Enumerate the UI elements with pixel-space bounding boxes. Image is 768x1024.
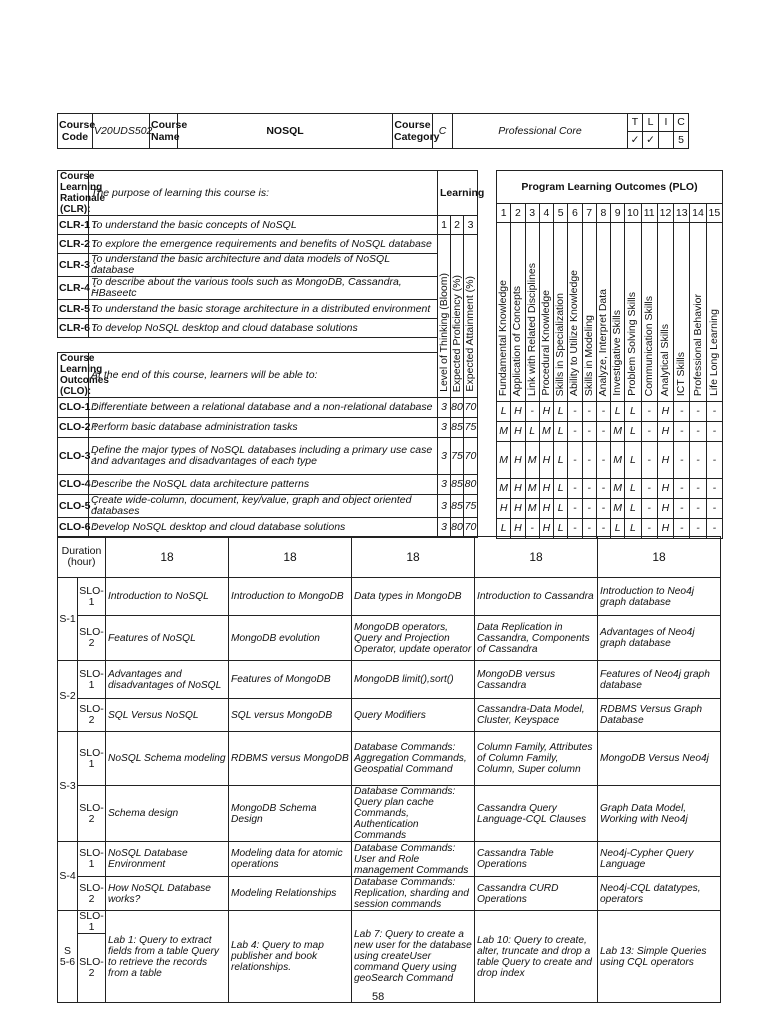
plo-value: M	[497, 479, 511, 499]
learning-value: 70	[464, 438, 478, 475]
plo-value: H	[539, 479, 553, 499]
plo-value: -	[706, 499, 722, 519]
course-type: Professional Core	[453, 114, 628, 149]
plo-value: -	[641, 519, 657, 539]
plo-col-number: 13	[674, 204, 690, 223]
clo-text: Describe the NoSQL data architecture patterns	[89, 475, 438, 495]
session-topic: Graph Data Model, Working with Neo4j	[598, 786, 721, 842]
plo-value: L	[497, 519, 511, 539]
session-topic: Data Replication in Cassandra, Components of Cassandra	[475, 616, 598, 661]
plo-header	[596, 223, 610, 402]
slo-label: SLO-1	[78, 578, 106, 616]
session-topic: Features of NoSQL	[106, 616, 229, 661]
plo-value: -	[706, 442, 722, 479]
plo-value: -	[582, 519, 596, 539]
duration-label: Duration (hour)	[58, 537, 106, 578]
learning-col-number: 3	[464, 216, 478, 235]
plo-value: -	[674, 442, 690, 479]
plo-value: M	[611, 499, 625, 519]
plo-value: -	[568, 479, 582, 499]
slo-label: SLO-1	[79, 910, 104, 933]
session-topic: Cassandra CURD Operations	[475, 877, 598, 911]
plo-value: L	[625, 479, 641, 499]
session-topic: Modeling Relationships	[229, 877, 352, 911]
session-topic: Cassandra-Data Model, Cluster, Keyspace	[475, 699, 598, 732]
plo-value: -	[641, 479, 657, 499]
slo-label: SLO-2	[78, 877, 106, 911]
course-category-label: Course Category	[393, 114, 433, 149]
clo-id: CLO-4 :	[58, 475, 89, 495]
session-topic: Database Commands: Query plan cache Commands, Authentication Commands	[352, 786, 475, 842]
plo-header-text: Procedural Knowledge	[539, 290, 552, 396]
learning-value: 3	[438, 418, 451, 438]
plo-header-text: Application of Concepts	[511, 285, 524, 396]
plo-table	[496, 170, 723, 539]
plo-header-text: Skills in Specialization	[554, 292, 567, 396]
learning-value: 80	[451, 518, 464, 538]
session-topic: MongoDB Versus Neo4j	[598, 732, 721, 786]
clo-id: CLO-3 :	[58, 438, 89, 475]
plo-value: -	[706, 402, 722, 422]
plo-value: -	[582, 422, 596, 442]
plo-header	[611, 223, 625, 402]
clr-id: CLR-3 :	[58, 254, 89, 277]
plo-value: -	[641, 442, 657, 479]
plo-header-text: Analytical Skills	[658, 323, 671, 396]
slo-label: SLO-1	[78, 842, 106, 877]
plo-header-text: Problem Solving Skills	[626, 292, 639, 396]
session-topic: MongoDB evolution	[229, 616, 352, 661]
plo-col-number: 8	[596, 204, 610, 223]
lab-topic: Lab 4: Query to map publisher and book relationships.	[229, 911, 352, 1003]
plo-header-text: Life Long Learning	[707, 309, 720, 396]
session-topic: Neo4j-Cypher Query Language	[598, 842, 721, 877]
plo-col-number: 10	[625, 204, 641, 223]
clo-text: Differentiate between a relational database and a non-relational database	[89, 398, 438, 418]
plo-value: -	[674, 422, 690, 442]
learning-header	[438, 235, 451, 398]
course-category: C	[433, 114, 453, 149]
session-topic: Introduction to Neo4j graph database	[598, 578, 721, 616]
spacer	[58, 338, 438, 353]
learning-value: 80	[451, 398, 464, 418]
learning-value: 3	[438, 438, 451, 475]
plo-header-text: Skills in Modeling	[582, 314, 595, 396]
clo-id: CLO-1 :	[58, 398, 89, 418]
ltpc-label: C	[674, 114, 689, 132]
plo-value: -	[690, 479, 706, 499]
session-topic: Neo4j-CQL datatypes, operators	[598, 877, 721, 911]
plo-header	[511, 223, 525, 402]
page-number: 58	[372, 991, 385, 1003]
plo-value: -	[706, 519, 722, 539]
plo-value: H	[497, 499, 511, 519]
plo-col-number: 14	[690, 204, 706, 223]
plo-value: -	[674, 402, 690, 422]
plo-value: H	[657, 442, 673, 479]
ltpc-label: L	[643, 114, 659, 132]
learning-value: 85	[451, 495, 464, 518]
ltpc-label: I	[659, 114, 674, 132]
session-number: S-4	[58, 842, 78, 911]
clo-text: Define the major types of NoSQL databases including a primary use case and advantages and disadvantages of each type	[89, 438, 438, 475]
learning-value: 3	[438, 398, 451, 418]
duration-value: 18	[598, 537, 721, 578]
session-topic: SQL versus MongoDB	[229, 699, 352, 732]
plo-value: -	[596, 479, 610, 499]
clr-purpose: The purpose of learning this course is:	[89, 171, 438, 216]
clr-text: To understand the basic storage architecture in a distributed environment	[89, 300, 438, 319]
plo-header	[625, 223, 641, 402]
plo-value: H	[657, 402, 673, 422]
clr-id: CLR-5 :	[58, 300, 89, 319]
plo-value: H	[511, 519, 525, 539]
duration-value: 18	[352, 537, 475, 578]
ltpc-value: ✓	[628, 131, 643, 149]
plo-value: H	[657, 499, 673, 519]
plo-col-number: 6	[568, 204, 582, 223]
ltpc-label: T	[628, 114, 643, 132]
plo-col-number: 7	[582, 204, 596, 223]
learning-value: 70	[464, 398, 478, 418]
learning-header-text: Expected Proficiency (%)	[450, 274, 463, 392]
clr-clo-table	[57, 170, 485, 538]
plo-value: -	[690, 519, 706, 539]
plo-value: -	[674, 519, 690, 539]
learning-value: 75	[464, 495, 478, 518]
plo-value: L	[554, 422, 568, 442]
plo-value: -	[525, 519, 539, 539]
plo-value: -	[582, 499, 596, 519]
plo-value: -	[568, 499, 582, 519]
session-topic: Database Commands: Replication, sharding and session commands	[352, 877, 475, 911]
session-topic: MongoDB Schema Design	[229, 786, 352, 842]
plo-value: M	[525, 499, 539, 519]
session-topic: Column Family, Attributes of Column Family, Column, Super column	[475, 732, 598, 786]
plo-value: H	[657, 479, 673, 499]
lab-topic: Lab 10: Query to create, alter, truncate and drop a table Query to create and drop index	[475, 911, 598, 1003]
plo-value: -	[582, 442, 596, 479]
learning-title: Learning	[438, 171, 478, 216]
slo-label: SLO-2	[78, 934, 106, 1003]
plo-header	[554, 223, 568, 402]
lab-topic: Lab 1: Query to extract fields from a table Query to retrieve the records from a table	[106, 911, 229, 1003]
plo-col-number: 2	[511, 204, 525, 223]
learning-header	[451, 235, 464, 398]
plo-value: -	[674, 479, 690, 499]
plo-value: M	[525, 442, 539, 479]
plo-header	[525, 223, 539, 402]
plo-value: H	[657, 422, 673, 442]
plo-header-text: Link with Related Disciplines	[525, 262, 538, 396]
plo-value: H	[539, 519, 553, 539]
session-topic: Advantages of Neo4j graph database	[598, 616, 721, 661]
session-number: S-3	[58, 732, 78, 842]
plo-value: -	[568, 402, 582, 422]
plo-value: H	[657, 519, 673, 539]
plo-header-text: Professional Behavior	[691, 293, 704, 396]
learning-value: 80	[464, 475, 478, 495]
plo-value: L	[497, 402, 511, 422]
plo-value: L	[625, 402, 641, 422]
plo-value: L	[554, 442, 568, 479]
learning-value: 70	[464, 518, 478, 538]
course-header-table	[57, 113, 689, 149]
session-topic: Features of MongoDB	[229, 661, 352, 699]
clo-text: Develop NoSQL desktop and cloud database solutions	[89, 518, 438, 538]
plo-col-number: 15	[706, 204, 722, 223]
plo-value: -	[641, 402, 657, 422]
plo-col-number: 5	[554, 204, 568, 223]
clo-text: Create wide-column, document, key/value, graph and object oriented databases	[89, 495, 438, 518]
learning-header	[464, 235, 478, 398]
plo-value: M	[525, 479, 539, 499]
session-topic: Cassandra Table Operations	[475, 842, 598, 877]
clr-text: To explore the emergence requirements and benefits of NoSQL database	[89, 235, 438, 254]
plo-value: L	[625, 499, 641, 519]
plo-value: H	[511, 402, 525, 422]
session-plan-table	[57, 536, 721, 1003]
plo-col-number: 11	[641, 204, 657, 223]
session-topic: Introduction to NoSQL	[106, 578, 229, 616]
plo-value: -	[596, 422, 610, 442]
plo-value: -	[568, 519, 582, 539]
clr-text: To describe about the various tools such as MongoDB, Cassandra, HBaseetc	[89, 277, 438, 300]
plo-header-text: Fundamental Knowledge	[497, 279, 510, 396]
plo-col-number: 12	[657, 204, 673, 223]
session-topic: Advantages and disadvantages of NoSQL	[106, 661, 229, 699]
plo-value: L	[625, 422, 641, 442]
plo-value: -	[641, 499, 657, 519]
clo-id: CLO-6 :	[58, 518, 89, 538]
session-topic: Features of Neo4j graph database	[598, 661, 721, 699]
plo-value: M	[539, 422, 553, 442]
plo-header	[674, 223, 690, 402]
plo-value: -	[596, 402, 610, 422]
plo-value: L	[625, 519, 641, 539]
clr-id: CLR-2 :	[58, 235, 89, 254]
clo-intro: At the end of this course, learners will be able to:	[89, 353, 438, 398]
plo-value: -	[596, 499, 610, 519]
plo-value: H	[511, 499, 525, 519]
clr-id: CLR-6 :	[58, 319, 89, 338]
plo-value: L	[554, 479, 568, 499]
duration-value: 18	[475, 537, 598, 578]
lab-session-number: S 5-6	[58, 911, 78, 1003]
session-topic: Database Commands: Aggregation Commands, Geospatial Command	[352, 732, 475, 786]
plo-value: -	[596, 519, 610, 539]
session-number: S-2	[58, 661, 78, 732]
plo-value: -	[690, 402, 706, 422]
course-name: NOSQL	[178, 114, 393, 149]
plo-value: -	[690, 499, 706, 519]
learning-value: 85	[451, 475, 464, 495]
plo-value: L	[611, 402, 625, 422]
plo-col-number: 9	[611, 204, 625, 223]
plo-col-number: 4	[539, 204, 553, 223]
lab-topic: Lab 7: Query to create a new user for the database using createUser command Query using geoSearch Command	[352, 911, 475, 1003]
session-topic: Modeling data for atomic operations	[229, 842, 352, 877]
plo-header	[690, 223, 706, 402]
plo-value: -	[596, 442, 610, 479]
plo-value: L	[611, 519, 625, 539]
clr-title: Course Learning Rationale (CLR):	[58, 171, 89, 216]
learning-value: 3	[438, 518, 451, 538]
plo-value: -	[690, 442, 706, 479]
plo-col-number: 1	[497, 204, 511, 223]
ltpc-value: 5	[674, 131, 689, 149]
plo-value: H	[511, 422, 525, 442]
clo-id: CLO-5 :	[58, 495, 89, 518]
plo-header	[497, 223, 511, 402]
lab-topic: Lab 13: Simple Queries using CQL operators	[598, 911, 721, 1003]
plo-value: L	[525, 422, 539, 442]
session-number: S-1	[58, 578, 78, 661]
plo-value: H	[539, 442, 553, 479]
learning-value: 3	[438, 495, 451, 518]
learning-col-number: 2	[451, 216, 464, 235]
plo-header-text: Communication Skills	[642, 295, 655, 396]
plo-value: -	[706, 479, 722, 499]
session-topic: How NoSQL Database works?	[106, 877, 229, 911]
learning-value: 75	[464, 418, 478, 438]
plo-header-text: Ability to Utilize Knowledge	[568, 269, 581, 396]
plo-value: -	[706, 422, 722, 442]
plo-value: L	[554, 402, 568, 422]
plo-header	[539, 223, 553, 402]
clr-text: To understand the basic architecture and data models of NoSQL database	[89, 254, 438, 277]
plo-header	[706, 223, 722, 402]
plo-value: -	[641, 422, 657, 442]
plo-value: H	[539, 402, 553, 422]
clo-title: Course Learning Outcomes (CLO):	[58, 353, 89, 398]
session-topic: RDBMS Versus Graph Database	[598, 699, 721, 732]
plo-header	[657, 223, 673, 402]
clo-text: Perform basic database administration tasks	[89, 418, 438, 438]
session-topic: Database Commands: User and Role management Commands	[352, 842, 475, 877]
plo-value: M	[497, 442, 511, 479]
learning-header-text: Expected Attainment (%)	[464, 276, 477, 392]
plo-value: -	[582, 402, 596, 422]
clr-id: CLR-4 :	[58, 277, 89, 300]
learning-value: 85	[451, 418, 464, 438]
plo-value: H	[511, 479, 525, 499]
plo-value: M	[611, 422, 625, 442]
plo-col-number: 3	[525, 204, 539, 223]
session-topic: MongoDB operators, Query and Projection Operator, update operator	[352, 616, 475, 661]
clr-text: To understand the basic concepts of NoSQL	[89, 216, 438, 235]
plo-title: Program Learning Outcomes (PLO)	[497, 171, 723, 204]
plo-value: M	[497, 422, 511, 442]
session-topic: Query Modifiers	[352, 699, 475, 732]
learning-value: 3	[438, 475, 451, 495]
learning-col-number: 1	[438, 216, 451, 235]
plo-header-text: Analyze, Interpret Data	[596, 288, 609, 396]
slo-label: SLO-2	[78, 699, 106, 732]
plo-value: -	[568, 422, 582, 442]
plo-value: M	[611, 442, 625, 479]
session-topic: Introduction to Cassandra	[475, 578, 598, 616]
session-topic: Introduction to MongoDB	[229, 578, 352, 616]
session-topic: MongoDB versus Cassandra	[475, 661, 598, 699]
plo-value: -	[568, 442, 582, 479]
learning-header-text: Level of Thinking (Bloom)	[437, 273, 450, 392]
ltpc-value	[659, 131, 674, 149]
slo-label: SLO-2	[78, 786, 106, 842]
plo-value: M	[611, 479, 625, 499]
course-code: V20UDS502	[93, 114, 150, 149]
plo-value: L	[625, 442, 641, 479]
session-topic: Schema design	[106, 786, 229, 842]
plo-value: H	[539, 499, 553, 519]
slo-label: SLO-1	[78, 661, 106, 699]
ltpc-value: ✓	[643, 131, 659, 149]
plo-value: L	[554, 499, 568, 519]
plo-value: -	[674, 499, 690, 519]
plo-header	[568, 223, 582, 402]
clr-text: To develop NoSQL desktop and cloud database solutions	[89, 319, 438, 338]
session-topic: NoSQL Database Environment	[106, 842, 229, 877]
session-topic: MongoDB limit(),sort()	[352, 661, 475, 699]
clo-id: CLO-2 :	[58, 418, 89, 438]
duration-value: 18	[229, 537, 352, 578]
plo-header	[582, 223, 596, 402]
session-topic: SQL Versus NoSQL	[106, 699, 229, 732]
session-topic: Data types in MongoDB	[352, 578, 475, 616]
plo-value: -	[582, 479, 596, 499]
plo-value: -	[525, 402, 539, 422]
course-name-label: Course Name	[150, 114, 178, 149]
course-code-label: Course Code	[58, 114, 93, 149]
slo-label: SLO-2	[78, 616, 106, 661]
learning-value: 75	[451, 438, 464, 475]
session-topic: NoSQL Schema modeling	[106, 732, 229, 786]
plo-header-text: ICT Skills	[675, 351, 688, 396]
session-topic: Cassandra Query Language-CQL Clauses	[475, 786, 598, 842]
plo-value: H	[511, 442, 525, 479]
duration-value: 18	[106, 537, 229, 578]
session-topic: RDBMS versus MongoDB	[229, 732, 352, 786]
plo-value: -	[690, 422, 706, 442]
slo-label: SLO-1	[78, 732, 106, 786]
plo-header	[641, 223, 657, 402]
plo-value: L	[554, 519, 568, 539]
plo-header-text: Investigative Skills	[611, 310, 624, 396]
clr-id: CLR-1 :	[58, 216, 89, 235]
